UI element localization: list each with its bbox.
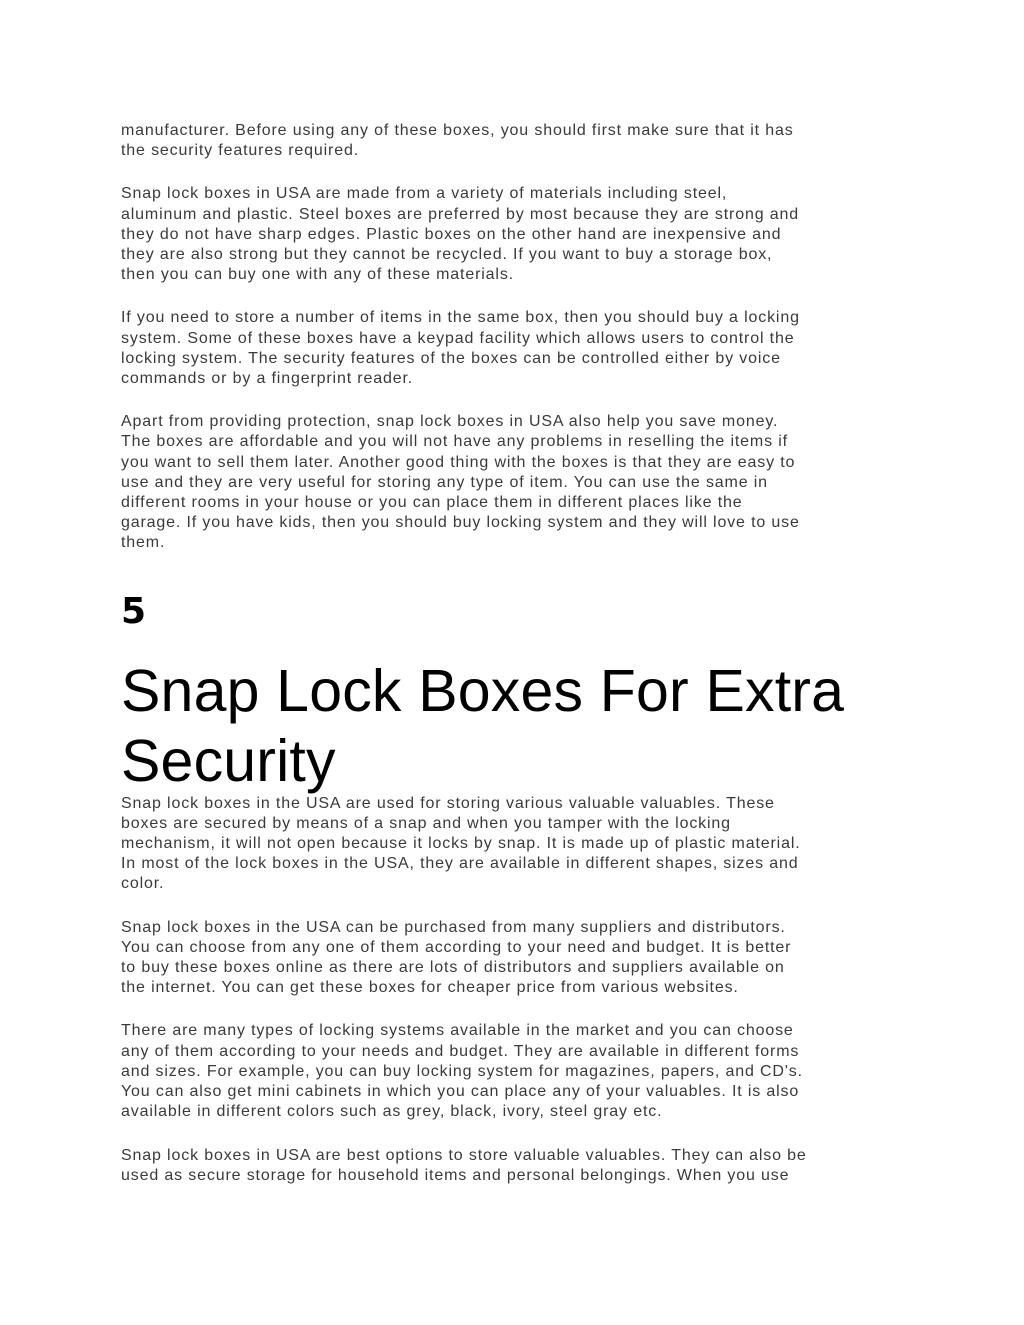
paragraph-materials: Snap lock boxes in USA are made from a variety of materials including steel, aluminum and plastic. Steel boxes are preferred by most because they are strong and they do not have sharp edges. Plastic boxes on the other hand are inexpensive and they are also strong but they cannot be recycled. If you want to buy a storage box, then you can buy one with any of these materials. [121, 185, 799, 284]
section-heading: Snap Lock Boxes For Extra Security [121, 657, 845, 794]
paragraph-security-features: manufacturer. Before using any of these boxes, you should first make sure that it has the security features required. [121, 122, 794, 160]
document-body [121, 121, 911, 1186]
paragraph-types: There are many types of locking systems available in the market and you can choose any of them according to your needs and budget. They are available in different forms and sizes. For example, you can buy locking system for magazines, papers, and CD's. You can also get mini cabinets in which you can place any of your valuables. It is also available in different colors such as grey, black, ivory, steel gray etc. [121, 1022, 803, 1121]
paragraph-best-options: Snap lock boxes in USA are best options to store valuable valuables. They can also be used as secure storage for household items and personal belongings. When you use [121, 1146, 807, 1184]
paragraph-save-money: Apart from providing protection, snap lock boxes in USA also help you save money. The boxes are affordable and you will not have any problems in reselling the items if you want to sell them later. Another good thing with the boxes is that they are easy to use and they are very useful for storing any type of item. You can use the same in different rooms in your house or you can place them in different places like the garage. If you have kids, then you should buy locking system and they will love to use them. [121, 413, 800, 552]
paragraph-locking-system: If you need to store a number of items in the same box, then you should buy a locking system. Some of these boxes have a keypad facility which allows users to control the locking system. The security features of the boxes can be controlled either by voice commands or by a fingerprint reader. [121, 309, 800, 388]
paragraph-storing-valuables: Snap lock boxes in the USA are used for storing various valuable valuables. These boxes are secured by means of a snap and when you tamper with the locking mechanism, it will not open because it locks by snap. It is made up of plastic material. In most of the lock boxes in the USA, they are available in different shapes, sizes and color. [121, 794, 801, 893]
paragraph-purchase: Snap lock boxes in the USA can be purchased from many suppliers and distributors. You can choose from any one of them according to your need and budget. It is better to buy these boxes online as there are lots of distributors and suppliers available on the internet. You can get these boxes for cheaper price from various websites. [121, 918, 792, 997]
section-number: 5 [121, 590, 147, 632]
